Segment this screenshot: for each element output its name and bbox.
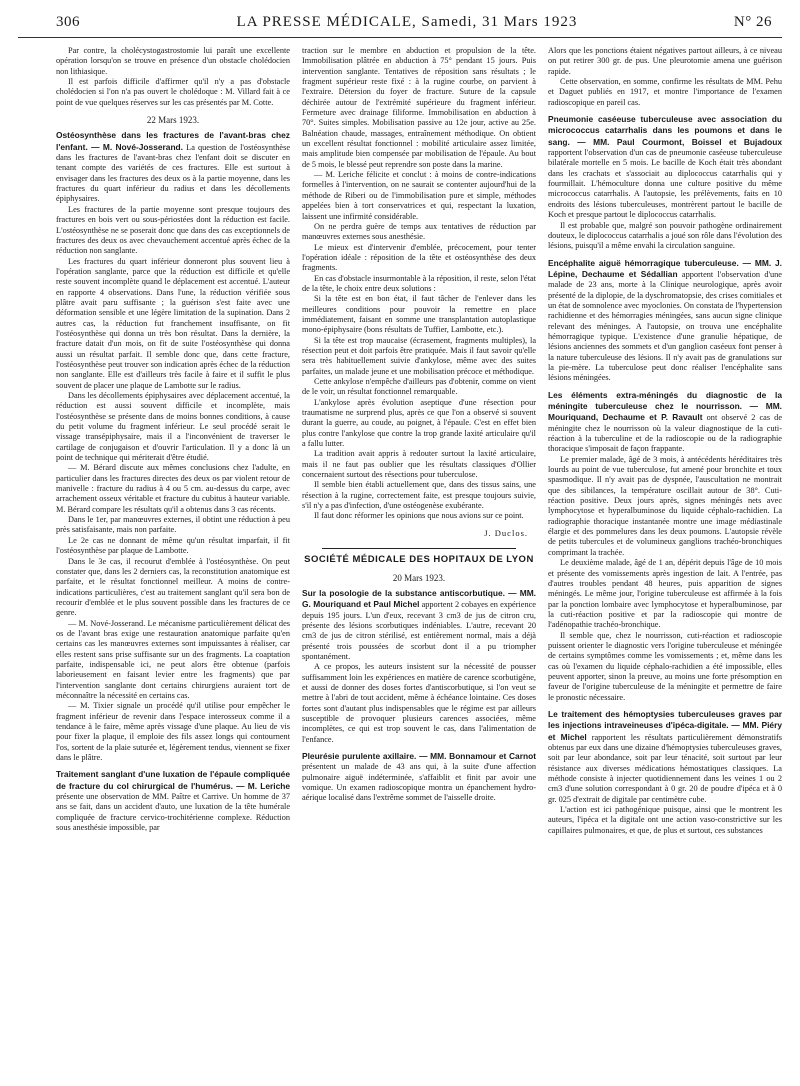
section-lead: apportent 2 cobayes en expérience depuis 195 jours. L'un d'eux, recevant 3 cm3 de jus de citron cru, présente des lésions scorbutiques indéniables. L'autre, recevant 20 cm3 de jus de citron stérilisé, est entièrement normal, mais a déjà présenté trois poussées de scorbut dont il a pu triompher spontanément. xyxy=(302,600,536,661)
page-number: 306 xyxy=(56,14,80,30)
section-lead: apportent l'observation d'une malade de 23 ans, morte à la Clinique neurologique, après avoir présenté de la diplopie, de la dyschromatopsie, des crises comitiales et un état de somnolence avec myoclonies. On constata de l'hypertension rachidienne et des hémorragies méningées, sans aucun signe clinique relevant des méninges. A l'autopsie, on trouva une encéphalite hémorragique typique. L'existence d'une granulie hépatique, de lésions anciennes des sommets et d'un ganglion caséeux font penser à la nature tuberculeuse des lésions. Il n'y avait pas de granulations sur la pie-mère. La tuberculose peut donc réaliser l'encéphalite sans lésions méningées. xyxy=(548,269,782,383)
session-date: 22 Mars 1923. xyxy=(146,115,200,126)
paragraph: Dans le 3e cas, il recourut d'emblée à l'ostéosynthèse. On peut constater que, dans les 2 derniers cas, la reconstitution anatomique est parfaite, et le résultat fonctionnel meilleur. A moins de contre-indications particulières, c'est au traitement sanglant qu'il sera bon de recourir d'emblée et le plus souvent possible dans les fractures de ce genre. xyxy=(56,556,290,618)
paragraph: Il semble bien établi actuellement que, dans des tissus sains, une résection à la rugine, correctement faite, est presque toujours suivie, s'il n'y a pas d'infection, d'une ostéogenèse exubérante. xyxy=(302,480,536,511)
section-luxation xyxy=(56,769,290,833)
paragraph: traction sur le membre en abduction et propulsion de la tête. Immobilisation plâtrée en abduction à 75° pendant 15 jours. Puis intervention sanglante. Tentatives de réposition sans résultats ; le fragment supérieur reste fixé : à la rugine courbe, on parvient à l'extraire. Détersion du foyer de fracture. Suture de la capsule déchirée autour de l'extrémité supérieure du fragment inférieur. Fermeture avec drainage filiforme. Immobilisation en abduction à 70°. Suites simples. Mobilisation passive au 12e jour, active au 25e. Balnéation chaude, massages, entraînement méthodique. On obtient un excellent résultat fonctionnel : mobilité articulaire assez limitée, mais amplitude bien compensée par mobilisation de l'épaule. Au bout de 5 mois, le blessé peut reprendre son poste dans la marine. xyxy=(302,46,536,169)
session-date: 20 Mars 1923. xyxy=(392,572,446,583)
paragraph: Le 2e cas ne donnant de même qu'un résultat imparfait, il fit l'ostéosynthèse par plaque de Lambotte. xyxy=(56,535,290,556)
issue-number: N° 26 xyxy=(733,14,772,30)
section-title: Pleurésie purulente axillaire. — MM. Bonnamour et Carnot xyxy=(302,751,536,761)
section-encephalite xyxy=(548,258,782,384)
section-title: Pneumonie caséeuse tuberculeuse avec association du micrococcus catarrhalis dans les poumons et dans le sang. — MM. Paul Courmont, Boissel et Bujadoux xyxy=(548,114,782,147)
paragraph: A ce propos, les auteurs insistent sur la nécessité de pousser suffisamment loin les expériences en matière de carence scorbutigène, et aussi de donner des doses fortes d'antiscorbutique, si l'on veut se mettre à l'abri de tout accident, même à échéance lointaine. Ces doses fortes sont d'autant plus indispensables que le régime est par ailleurs susceptible de provoquer plusieurs carences associées, même incomplètes, ce qui est trop souvent le cas, dans l'alimentation de l'enfance. xyxy=(302,662,536,744)
society-heading: SOCIÉTÉ MÉDICALE DES HOPITAUX DE LYON xyxy=(304,554,534,566)
paragraph: Dans les décollements épiphysaires avec déplacement accentué, la réduction est aussi souvent difficile et incomplète, mais l'ostéosynthèse se présente dans de moins bonnes conditions, à cause du petit volume du fragment inférieur. Le seul procédé serait le vissage transépiphysaire, mais il a l'inconvénient de traverser le cartilage de conjugaison et d'ouvrir l'articulation. Il y a donc là un point de technique qui mériterait d'être étudié. xyxy=(56,391,290,463)
section-pleuresie xyxy=(302,751,536,804)
section-title: Ostéosynthèse dans les fractures de l'avant-bras chez l'enfant. — M. Nové-Josserand. xyxy=(56,130,290,152)
paragraph: La tradition avait appris à redouter surtout la laxité articulaire, mais il ne faut pas oublier que les résultats classiques d'Ollier concernaient surtout des résections pour tuberculose. xyxy=(302,449,536,480)
paragraph: Cette ankylose n'empêche d'ailleurs pas d'obtenir, comme on vient de le voir, un résultat fonctionnel remarquable. xyxy=(302,377,536,397)
page-header xyxy=(18,10,782,38)
section-lead: présentent un malade de 43 ans qui, à la suite d'une affection pulmonaire aiguë indéterminée, s'affaiblit et finit par avoir une vomique. Un examen radioscopique montra un épanchement hydro-aérique localisé dans l'extrême sommet de l'aisselle droite. xyxy=(302,762,536,803)
paragraph: Par contre, la cholécystogastrostomie lui paraît une excellente opération lorsqu'on se trouve en présence d'un obstacle cholédocien non lithiasique. xyxy=(56,46,290,76)
section-lead: La question de l'ostéosynthèse dans les fractures de l'avant-bras chez l'enfant doit se discuter en tenant compte des variétés de ces fractures. Elle est surtout à envisager dans les fractures des deux os à la partie moyenne, dans les fractures du quart inférieur du radius et dans les décollements épiphysaires. xyxy=(56,142,290,204)
paragraph: Il est probable que, malgré son pouvoir pathogène ordinairement douteux, le diplococcus catarrhalis a joué son rôle dans l'évolution des lésions, puisqu'il a même envahi la circulation sanguine. xyxy=(548,220,782,251)
paragraph: Cette observation, en somme, confirme les résultats de MM. Pehu et Daguet publiés en 1917, et montre l'importance de l'examen radioscopique en pareil cas. xyxy=(548,77,782,107)
signature: J. Duclos. xyxy=(484,527,528,538)
paragraph: Les fractures de la partie moyenne sont presque toujours des fractures en bois vert ou sous-périostées dont la réduction est facile. L'ostéosynthèse ne se poserait donc que dans des cas exceptionnels de fractures des deux os avec chevauchement accentué après échec de la réduction non sanglante. xyxy=(56,204,290,256)
paragraph: Il est parfois difficile d'affirmer qu'il n'y a pas d'obstacle cholédocien si l'on n'a pas ouvert le cholédoque : M. Villard fait à ce point de vue quelques réserves sur les cas présentés par M. Cotte. xyxy=(56,77,290,107)
section-lead: rapportent l'observation d'un cas de pneumonie caséeuse tuberculeuse bilatérale mortelle en 5 mois. Le bacille de Koch était très abondant dans les crachats et s'associait au diplococcus catarrhalis qui y fourmillait. L'hémoculture donna une culture positive du même micrococcus catarrhalis. A l'autopsie, les prélèvements, faits en 10 endroits des lésions tuberculeuses, montrèrent partout le bacille de Koch et presque partout le diplococcus catarrhalis. xyxy=(548,148,782,220)
paragraph: L'action est ici pathogénique puisque, ainsi que le montrent les auteurs, l'ipéca et la digitale ont une action vaso-constrictive sur les capillaires pulmonaires, et que, de plus et surtout, ces substances xyxy=(548,805,782,835)
divider xyxy=(322,548,516,549)
columns xyxy=(18,46,782,1086)
column-1 xyxy=(56,46,290,1086)
paragraph: Alors que les ponctions étaient négatives partout ailleurs, à ce niveau on put retirer 300 gr. de pus. Une pleurotomie amena une guérison rapide. xyxy=(548,46,782,76)
paragraph: En cas d'obstacle insurmontable à la réposition, il reste, selon l'état de la tête, le choix entre deux solutions : xyxy=(302,273,536,293)
section-title: Sur la posologie de la substance antiscorbutique. — MM. G. Mouriquand et Paul Michel xyxy=(302,587,536,610)
section-lead: ont observé 2 cas de méningite chez le nourrisson où la valeur diagnostique de la cuti-réaction à la tuberculine et de la radioscopie ou de la radiographie thoracique s'imposait de façon frappante. xyxy=(548,413,782,454)
section-title: Encéphalite aiguë hémorragique tuberculeuse. — MM. J. Lépine, Dechaume et Sédallian xyxy=(548,257,782,279)
section-osteosynthese xyxy=(56,130,290,204)
section-hemoptysies xyxy=(548,709,782,805)
section-meningite xyxy=(548,390,782,455)
section-pneumonie xyxy=(548,114,782,220)
journal-title: LA PRESSE MÉDICALE, Samedi, 31 Mars 1923 xyxy=(236,14,578,30)
column-3 xyxy=(548,46,782,1086)
section-lead: présente une observation de MM. Paître et Carrive. Un homme de 37 ans se fait, dans un accident d'auto, une luxation de la tête humérale compliquée de fracture cervico-trochitérienne complexe. Réduction sous anesthésie impossible, par xyxy=(56,792,290,833)
paragraph: Le mieux est d'intervenir d'emblée, précocement, pour tenter l'opération idéale : réposition de la tête et ostéosynthèse des deux fragments. xyxy=(302,242,536,273)
paragraph: — M. Tixier signale un procédé qu'il utilise pour empêcher le fragment inférieur de revenir dans l'espace interosseux comme il a tendance à le faire, même après vissage d'une plaque. Au lieu de vis pour fixer la plaque, il emploie des fils assez longs qui contournent l'os, sortent de la plaie suturée et, légèrement tendus, viennent se fixer dans le plâtre. xyxy=(56,701,290,763)
paragraph: Le deuxième malade, âgé de 1 an, dépérit depuis l'âge de 10 mois et présente des vomissements après ingestion de lait. A l'entrée, pas d'autres troubles pendant 48 heures, puis apparition de signes méningés. Le même jour, l'origine tuberculeuse est affirmée à la fois par la ponction lombaire avec lymphocytose et hyperalbuminose, par la cuti-réaction positive et par la radioscopie qui montre de l'adénopathie trachéo-bronchique. xyxy=(548,558,782,630)
paragraph: — M. Nové-Josserand. Le mécanisme particulièrement délicat des os de l'avant bras exige une restauration anatomique parfaite qu'en certains cas les manœuvres externes sont impuissantes à réaliser, car elles restent sans prise suffisante sur un des fragments. La coaptation parfaite, indispensable ici, ne peut alors être obtenue (parfois laborieusement en faisant levier entre les fragments) que par l'intervention sanglante dont certains chirurgiens auraient tort de méconnaître la nécessité en certains cas. xyxy=(56,618,290,700)
section-lead: rapportent les résultats particulièrement démonstratifs obtenus par eux dans une dizaine d'hémoptysies tuberculeuses graves, soit par leur abondance, soit par leur ténacité, soit surtout par leur résistance aux diverses médications hémostatiques classiques. La méthode consiste à injecter quotidiennement dans les veines 1 ou 2 cm3 d'une solution correspondant à 0 gr. 20 de poudre d'ipéca et à 0 gr. 025 d'extrait de digitale par centimètre cube. xyxy=(548,732,782,804)
paragraph: Il semble que, chez le nourrisson, cuti-réaction et radioscopie puissent orienter le diagnostic vers l'origine tuberculeuse et méningée de certains symptômes comme les vomissements ; et, même dans les cas où l'examen du liquide céphalo-rachidien a été impossible, elles peuvent apporter, sinon la preuve, au moins une forte présomption en faveur de l'origine tuberculeuse de la méningite et permettre de faire le pronostic nécessaire. xyxy=(548,630,782,702)
paragraph: Si la tête est en bon état, il faut tâcher de l'enlever dans les meilleures conditions pour pouvoir la remettre en place immédiatement, faisant en somme une transplantation autoplastique mono-épiphysaire (bons résultats de Tuffier, Lambotte, etc.). xyxy=(302,294,536,335)
section-title: Le traitement des hémoptysies tuberculeuses graves par les injections intraveineuses d'ipéca-digitale. — MM. Piéry et Michel xyxy=(548,708,782,742)
section-title: Les éléments extra-méningés du diagnostic de la méningite tuberculeuse chez le nourrisson. — MM. Mouriquand, Dechaume et P. Ravault xyxy=(548,389,782,423)
paragraph: On ne perdra guère de temps aux tentatives de réduction par manœuvres externes sous anesthésie. xyxy=(302,221,536,242)
paragraph: — M. Leriche félicite et conclut : à moins de contre-indications formelles à l'intervention, on ne saurait se contenter aujourd'hui de la méthode de Riberi ou de l'immobilisation pure et simple, méthodes appelées bien à tort conservatrices et qui, respectant la luxation, laissent une infirmité considérable. xyxy=(302,170,536,221)
paragraph: — M. Bérard discute aux mêmes conclusions chez l'adulte, en particulier dans les fractures directes des deux os par violent retour de manivelle : fracture du radius à 4 ou 5 cm. au-dessus du carpe, avec arrachement osseux véritable et fracture du cubitus à hauteur variable. M. Bérard compare les résultats qu'il a obtenus dans 3 cas récents. xyxy=(56,463,290,514)
paragraph: Il faut donc réformer les opinions que nous avions sur ce point. xyxy=(314,511,524,521)
paragraph: Si la tête est trop maucaise (écrasement, fragments multiples), la résection peut et doit parfois être pratiquée. Mais il faut savoir qu'elle sera très habituellement suivie d'ankylose, même avec des suites parfaites, un malade jeune et une mobilisation précoce et méthodique. xyxy=(302,335,536,376)
section-title: Traitement sanglant d'une luxation de l'épaule compliquée de fracture du col chirurgical de l'humérus. — M. Leriche xyxy=(56,769,290,791)
column-2 xyxy=(302,46,536,1086)
section-antiscorbutique xyxy=(302,588,536,662)
paragraph: Dans le 1er, par manœuvres externes, il obtint une réduction à peu près satisfaisante, mais non parfaite. xyxy=(56,515,290,535)
paragraph: L'ankylose après évolution aseptique d'une résection pour traumatisme ne surprend plus, après ce que l'on a observé si souvent durant la guerre, au coude, au poignet, à l'épaule. C'est en effet bien plus contre l'ankylose que contre la trop grande laxité articulaire qu'il a fallu lutter. xyxy=(302,397,536,449)
paragraph: Le premier malade, âgé de 3 mois, à antécédents héréditaires très lourds au point de vue tuberculose, fut amené pour bronchite et toux spasmodique. Il n'y avait pas de dyspnée, l'auscultation ne montrait que des sibilances, la température oscillait autour de 38°. Cuti-réaction positive. Deux jours après, signes méningés nets avec lymphocytose et hyperalbuminose du liquide céphalo-rachidien. La radiographie thoracique instantanée montre une image médiastinale élargie et des pommelures dans les deux poumons. L'autopsie révèle de petits tubercules et de volumineux ganglions trachéo-bronchiques comprimant la trachée. xyxy=(548,454,782,557)
paragraph: Les fractures du quart inférieur donneront plus souvent lieu à l'opération sanglante, parce que la réduction est difficile et qu'elle reste souvent incomplète quand le déplacement est accentué. L'auteur en rapporte 4 observations. Dans l'une, la réduction vérifiée sous plâtre avait paru suffisante ; la guérison s'est faite avec une déformation sensible et une légère limitation de la supination. Dans 2 autres cas, la réduction fut franchement insuffisante, on fit l'ostéosynthèse qui donna un très bon résultat. Dans la dernière, la fracture datait d'un mois, on fit de suite l'ostéosynthèse qui donna aussi un résultat parfait. Il semble donc que, dans cette fracture, l'ostéosynthèse peut trouver son indication après échec de la réduction non sanglante. Elle est d'ailleurs très facile à faire et il suffit le plus souvent de placer une plaque de Lambotte sur le radius. xyxy=(56,256,290,390)
